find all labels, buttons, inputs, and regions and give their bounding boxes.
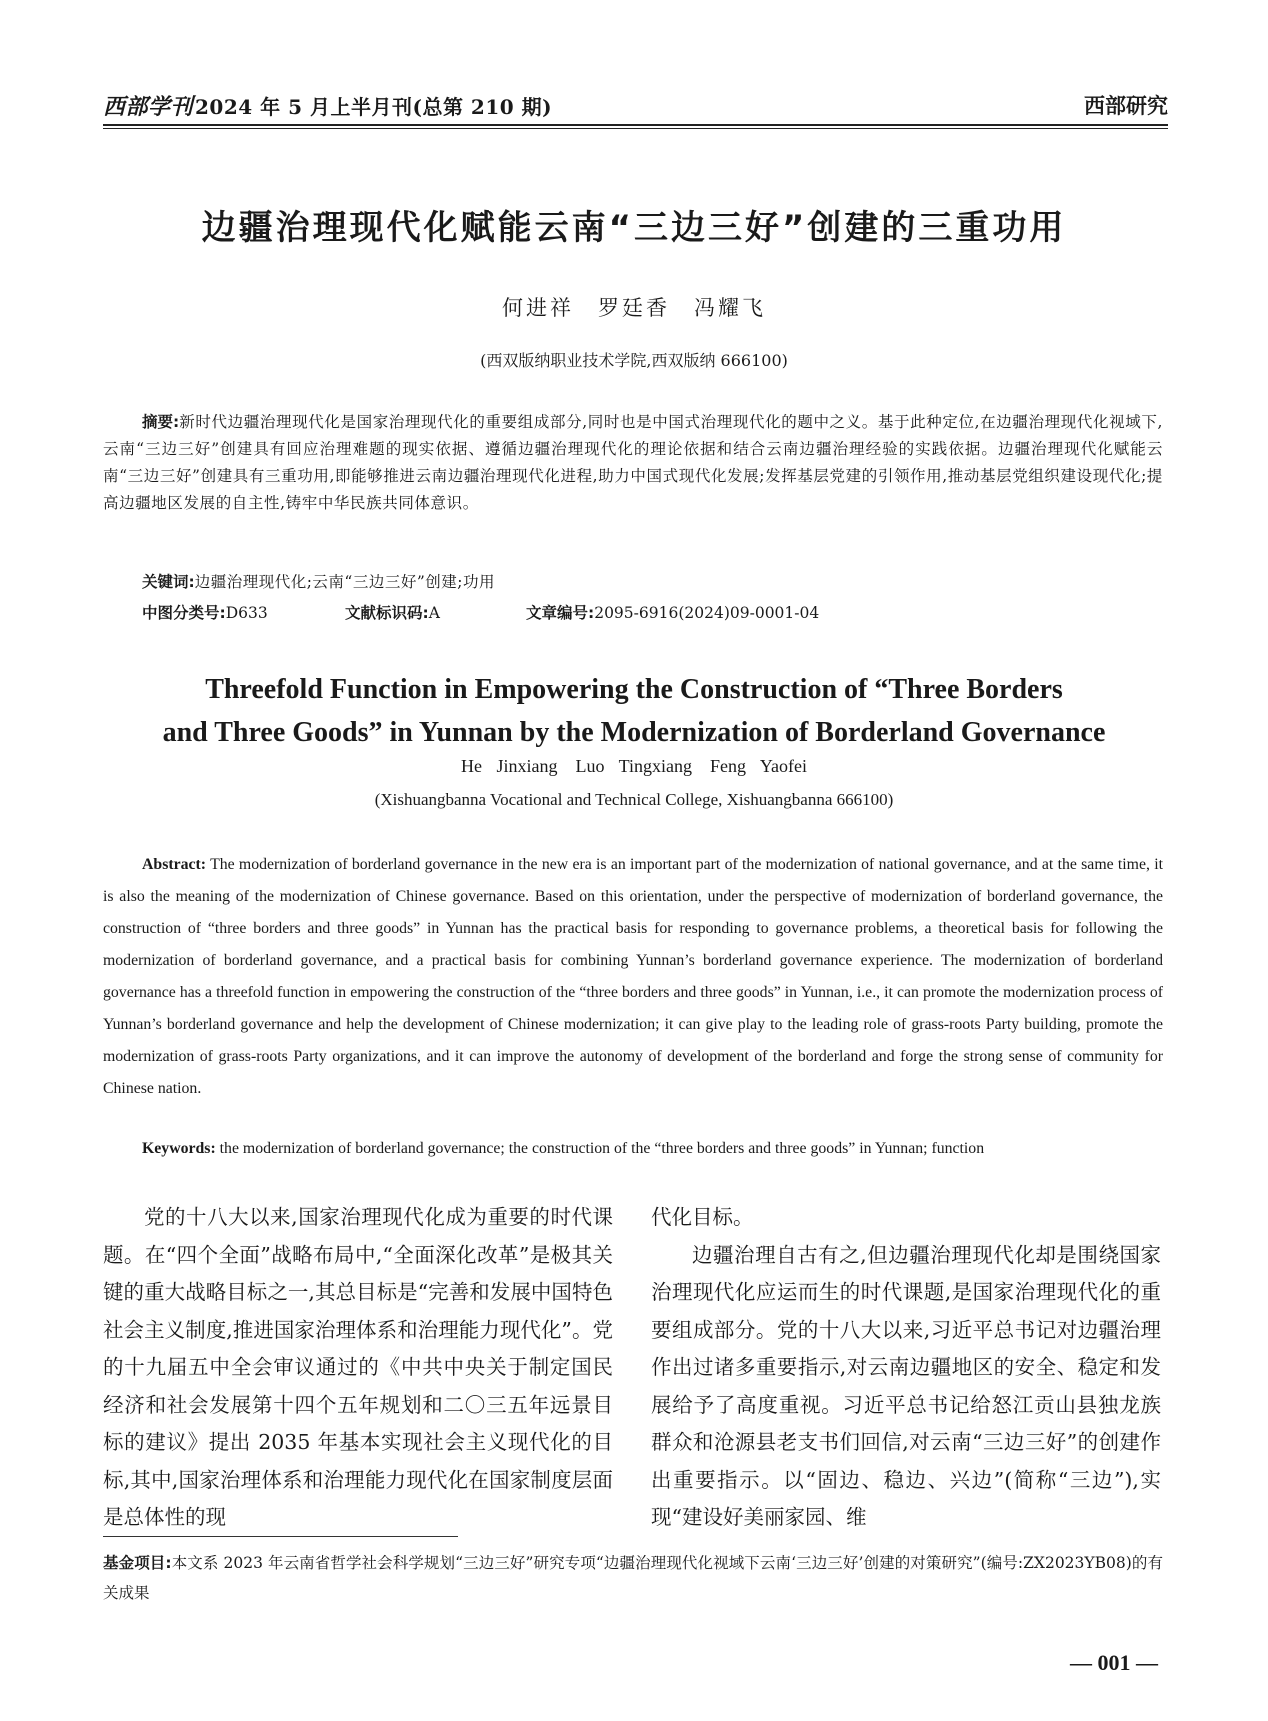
keywords-cn-label: 关键词: [142,573,195,591]
issue-info: 2024 年 5 月上半月刊(总第 210 期) [195,95,553,119]
keywords-en-label: Keywords: [142,1140,216,1157]
body-column-right [651,1199,1161,1537]
funding-text: 本文系 2023 年云南省哲学社会科学规划“三边三好”研究专项“边疆治理现代化视域下云南‘三边三好’创建的对策研究”(编号:ZX2023YB08)的有关成果 [103,1554,1163,1602]
header-rule [103,124,1168,126]
doc-value: A [428,604,440,622]
body-paragraph-continued: 代化目标。 [651,1205,754,1229]
title-en-line2: and Three Goods” in Yunnan by the Modernization of Borderland Governance [162,717,1106,748]
clc-value: D633 [225,604,268,622]
keywords-en [142,1140,1163,1158]
funding-note [103,1548,1163,1608]
section-name: 西部研究 [1084,94,1168,118]
abstract-en [103,849,1163,1105]
abstract-en-label: Abstract: [142,856,207,873]
authors-en: He Jinxiang Luo Tingxiang Feng Yaofei [460,756,807,776]
authors-cn: 何进祥 罗廷香 冯耀飞 [502,296,766,320]
clc-number [142,601,268,623]
abstract-cn-text: 新时代边疆治理现代化是国家治理现代化的重要组成部分,同时也是中国式治理现代化的题中之义。基于此种定位,在边疆治理现代化视域下,云南“三边三好”创建具有回应治理难题的现实依据、遵循边疆治理现代化的理论依据和结合云南边疆治理经验的实践依据。边疆治理现代化赋能云南“三边三好”创建具有三重功用,即能够推进云南边疆治理现代化进程,助力中国式现代化发展;发挥基层党建的引领作用,推动基层党组织建设现代化;提高边疆地区发展的自主性,铸牢中华民族共同体意识。 [103,413,1164,512]
affiliation-cn: (西双版纳职业技术学院,西双版纳 666100) [480,351,788,370]
clc-label: 中图分类号: [142,604,226,622]
keywords-en-text: the modernization of borderland governance; the construction of the “three borders and three goods” in Yunnan; function [219,1140,985,1157]
body-column-left [103,1199,613,1537]
keywords-cn [142,570,495,592]
funding-label: 基金项目: [103,1554,172,1572]
title-en [0,668,1268,754]
page-number: — 001 — [1070,1650,1158,1675]
footnote-rule [103,1536,458,1537]
abstract-cn-label: 摘要: [142,413,180,431]
abstract-cn [103,409,1163,517]
keywords-cn-text: 边疆治理现代化;云南“三边三好”创建;功用 [194,573,495,591]
document-code [345,601,440,623]
body-paragraph: 边疆治理自古有之,但边疆治理现代化却是围绕国家治理现代化应运而生的时代课题,是国家治理现代化的重要组成部分。党的十八大以来,习近平总书记对边疆治理作出过诸多重要指示,对云南边疆地区的安全、稳定和发展给予了高度重视。习近平总书记给怒江贡山县独龙族群众和沧源县老支书们回信,对云南“三边三好”的创建作出重要指示。以“固边、稳边、兴边”(简称“三边”),实现“建设好美丽家园、维 [651,1242,1161,1529]
running-header [103,90,1168,124]
journal-logo: 西部学刊 [103,94,194,120]
article-number [526,601,819,623]
title-cn: 边疆治理现代化赋能云南“三边三好”创建的三重功用 [201,208,1067,248]
title-en-line1: Threefold Function in Empowering the Construction of “Three Borders [205,674,1063,705]
journal-issue [103,90,552,121]
header-rule-thin [103,128,1168,129]
abstract-en-text: The modernization of borderland governance in the new era is an important part of the modernization of national governance, and at the same time, it is also the meaning of the modernization of Chinese governance. Based on this orientation, under the perspective of modernization of borderland governance, the construction of “three borders and three goods” in Yunnan has the practical basis for responding to governance problems, a theoretical basis for following the modernization of borderland governance, and a practical basis for combining Yunnan’s borderland governance experience. The modernization of borderland governance has a threefold function in empowering the construction of the “three borders and three goods” in Yunnan, i.e., it can promote the modernization process of Yunnan’s borderland governance and help the development of Chinese modernization; it can give play to the leading role of grass-roots Party building, promote the modernization of grass-roots Party organizations, and it can improve the autonomy of development of the borderland and forge the strong sense of community for Chinese nation. [103,856,1163,1097]
body-paragraph: 党的十八大以来,国家治理现代化成为重要的时代课题。在“四个全面”战略布局中,“全面深化改革”是极其关键的重大战略目标之一,其总目标是“完善和发展中国特色社会主义制度,推进国家治理体系和治理能力现代化”。党的十九届五中全会审议通过的《中共中央关于制定国民经济和社会发展第十四个五年规划和二〇三五年远景目标的建议》提出 2035 年基本实现社会主义现代化的目标,其中,国家治理体系和治理能力现代化在国家制度层面是总体性的现 [103,1205,613,1529]
affiliation-en: (Xishuangbanna Vocational and Technical College, Xishuangbanna 666100) [374,790,894,809]
article-value: 2095-6916(2024)09-0001-04 [594,604,820,622]
doc-label: 文献标识码: [345,604,429,622]
article-label: 文章编号: [526,604,595,622]
